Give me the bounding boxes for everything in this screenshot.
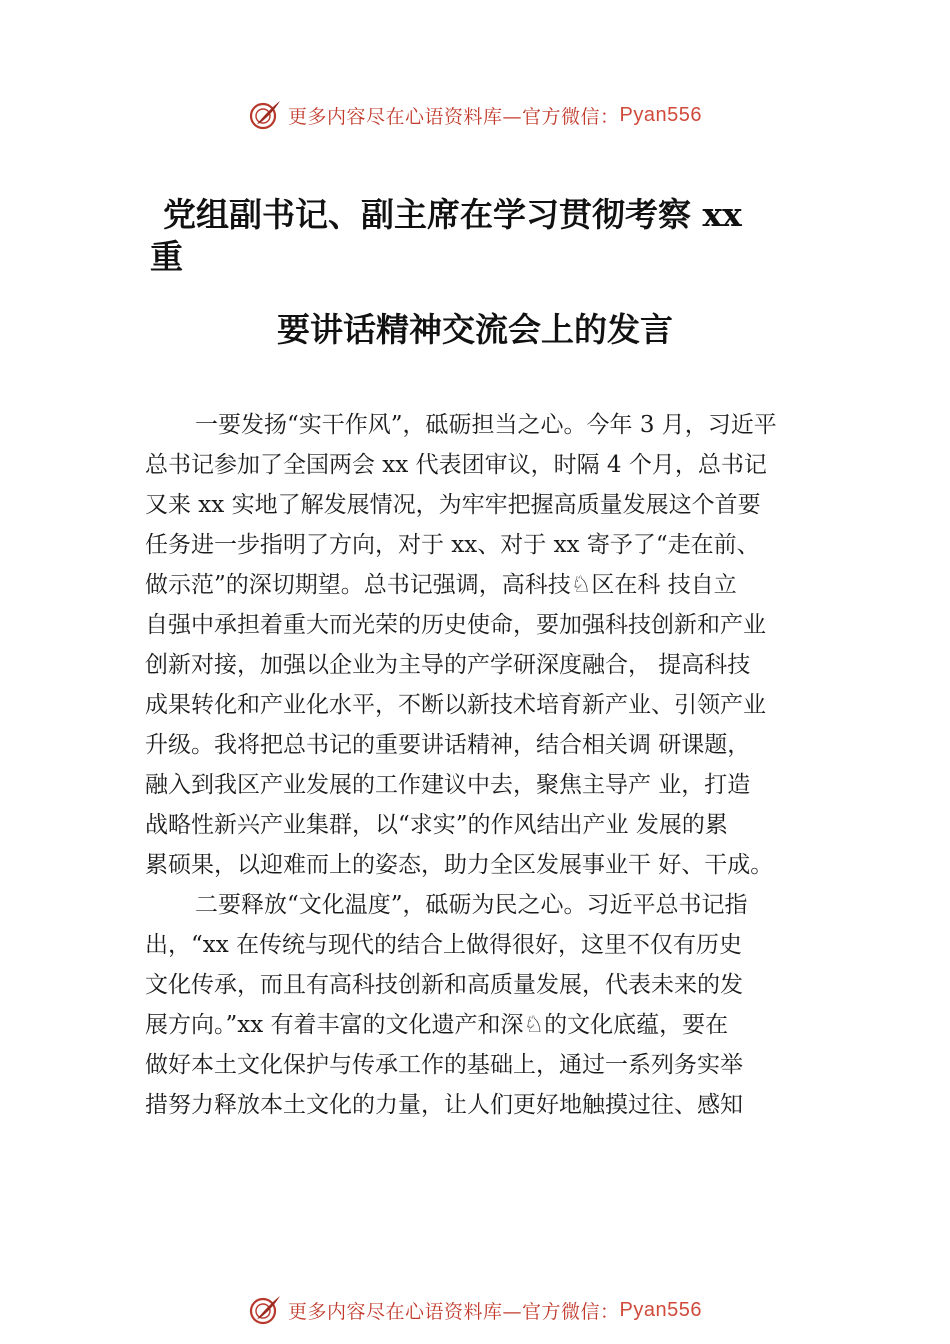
text-line: 一要发扬“实干作风”，砥砺担当之心。今年 3 月，习近平	[195, 412, 777, 438]
text-line: 自强中承担着重大而光荣的历史使命，要加强科技创新和产业	[145, 612, 766, 638]
text-line: 做示范”的深切期望。总书记强调，高科技♘区在科 技自立	[145, 572, 737, 598]
text-line: 措努力释放本土文化的力量，让人们更好地触摸过往、感知	[145, 1092, 743, 1118]
document-title-line-2: 重	[150, 237, 183, 276]
text-line: 战略性新兴产业集群，以“求实”的作风结出产业 发展的累	[145, 812, 728, 838]
quill-seal-logo-icon	[248, 98, 282, 132]
text-line: 总书记参加了全国两会 xx 代表团审议，时隔 4 个月，总书记	[145, 452, 767, 478]
text-line: 展方向。”xx 有着丰富的文化遗产和深♘的文化底蕴，要在	[145, 1012, 729, 1038]
banner-text: 更多内容尽在心语资料库—官方微信：	[288, 105, 620, 128]
text-line: 任务进一步指明了方向，对于 xx、对于 xx 寄予了“走在前、	[145, 532, 760, 558]
banner-text: 更多内容尽在心语资料库—官方微信：	[288, 1300, 620, 1323]
footer-banner	[0, 1290, 950, 1330]
text-line: 二要释放“文化温度”，砥砺为民之心。习近平总书记指	[195, 892, 748, 918]
text-line: 做好本土文化保护与传承工作的基础上，通过一系列务实举	[145, 1052, 743, 1078]
text-line: 融入到我区产业发展的工作建议中去，聚焦主导产 业，打造	[145, 772, 751, 798]
banner-wechat-id: Pyan556	[619, 103, 702, 126]
header-banner	[0, 95, 950, 135]
document-body	[145, 405, 845, 1125]
text-line: 升级。我将把总书记的重要讲话精神，结合相关调 研课题，	[145, 732, 751, 758]
text-line: 成果转化和产业化水平，不断以新技术培育新产业、引领产业	[145, 692, 766, 718]
text-line: 创新对接，加强以企业为主导的产学研深度融合， 提高科技	[145, 652, 751, 678]
text-line: 文化传承，而且有高科技创新和高质量发展，代表未来的发	[145, 972, 743, 998]
document-title-line-1: 党组副书记、副主席在学习贯彻考察 xx	[163, 195, 742, 234]
text-line: 又来 xx 实地了解发展情况，为牢牢把握高质量发展这个首要	[145, 492, 761, 518]
text-line: 出，“xx 在传统与现代的结合上做得很好，这里不仅有历史	[145, 932, 743, 958]
banner-wechat-id: Pyan556	[619, 1298, 702, 1321]
text-line: 累硕果，以迎难而上的姿态，助力全区发展事业干 好、干成。	[145, 852, 774, 878]
paragraph-1	[145, 405, 845, 885]
quill-seal-logo-icon	[248, 1293, 282, 1327]
document-title-line-3: 要讲话精神交流会上的发言	[277, 310, 673, 349]
paragraph-2	[145, 885, 845, 1125]
